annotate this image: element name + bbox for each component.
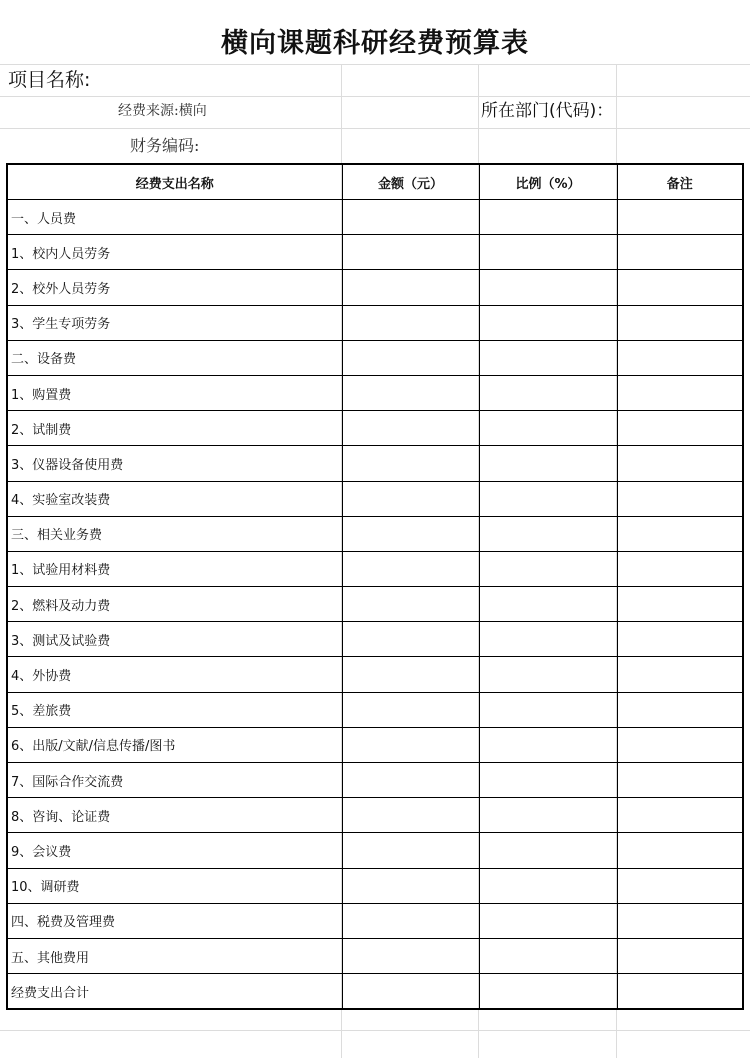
department-label: 所在部门(代码)： xyxy=(481,101,614,121)
table-row xyxy=(7,340,743,375)
ratio-cell[interactable] xyxy=(479,587,617,622)
column-header-amount: 金额（元） xyxy=(342,164,479,200)
expense-item-name: 2、试制费 xyxy=(7,411,342,446)
ratio-cell[interactable] xyxy=(479,235,617,270)
table-row xyxy=(7,551,743,586)
amount-cell[interactable] xyxy=(342,903,479,938)
table-row xyxy=(7,375,743,410)
amount-cell[interactable] xyxy=(342,622,479,657)
ratio-cell[interactable] xyxy=(479,375,617,410)
remarks-cell[interactable] xyxy=(617,868,743,903)
expense-item-name: 三、相关业务费 xyxy=(7,516,342,551)
table-row xyxy=(7,305,743,340)
expense-item-name: 一、人员费 xyxy=(7,200,342,235)
remarks-cell[interactable] xyxy=(617,270,743,305)
amount-cell[interactable] xyxy=(342,481,479,516)
ratio-cell[interactable] xyxy=(479,798,617,833)
ratio-cell[interactable] xyxy=(479,270,617,305)
amount-cell[interactable] xyxy=(342,411,479,446)
amount-cell[interactable] xyxy=(342,727,479,762)
project-name-label: 项目名称: xyxy=(8,69,91,91)
expense-item-name: 经费支出合计 xyxy=(7,974,342,1010)
remarks-cell[interactable] xyxy=(617,446,743,481)
budget-table xyxy=(6,163,744,1010)
ratio-cell[interactable] xyxy=(479,903,617,938)
table-row xyxy=(7,833,743,868)
expense-item-name: 4、外协费 xyxy=(7,657,342,692)
remarks-cell[interactable] xyxy=(617,481,743,516)
grid-line xyxy=(0,128,750,129)
table-row xyxy=(7,763,743,798)
ratio-cell[interactable] xyxy=(479,833,617,868)
remarks-cell[interactable] xyxy=(617,200,743,235)
ratio-cell[interactable] xyxy=(479,481,617,516)
table-row xyxy=(7,798,743,833)
remarks-cell[interactable] xyxy=(617,587,743,622)
table-header-row xyxy=(7,164,743,200)
remarks-cell[interactable] xyxy=(617,622,743,657)
document-title: 横向课题科研经费预算表 xyxy=(221,28,529,59)
table-row xyxy=(7,974,743,1010)
expense-item-name: 9、会议费 xyxy=(7,833,342,868)
ratio-cell[interactable] xyxy=(479,974,617,1010)
grid-line xyxy=(0,96,750,97)
remarks-cell[interactable] xyxy=(617,974,743,1010)
expense-item-name: 10、调研费 xyxy=(7,868,342,903)
remarks-cell[interactable] xyxy=(617,411,743,446)
grid-line xyxy=(0,1030,750,1031)
expense-item-name: 3、学生专项劳务 xyxy=(7,305,342,340)
remarks-cell[interactable] xyxy=(617,833,743,868)
table-row xyxy=(7,446,743,481)
remarks-cell[interactable] xyxy=(617,727,743,762)
amount-cell[interactable] xyxy=(342,692,479,727)
ratio-cell[interactable] xyxy=(479,340,617,375)
remarks-cell[interactable] xyxy=(617,305,743,340)
expense-item-name: 五、其他费用 xyxy=(7,938,342,973)
amount-cell[interactable] xyxy=(342,938,479,973)
amount-cell[interactable] xyxy=(342,798,479,833)
amount-cell[interactable] xyxy=(342,305,479,340)
remarks-cell[interactable] xyxy=(617,235,743,270)
table-row xyxy=(7,727,743,762)
expense-item-name: 四、税费及管理费 xyxy=(7,903,342,938)
amount-cell[interactable] xyxy=(342,587,479,622)
amount-cell[interactable] xyxy=(342,868,479,903)
remarks-cell[interactable] xyxy=(617,692,743,727)
amount-cell[interactable] xyxy=(342,551,479,586)
amount-cell[interactable] xyxy=(342,446,479,481)
ratio-cell[interactable] xyxy=(479,516,617,551)
expense-item-name: 二、设备费 xyxy=(7,340,342,375)
remarks-cell[interactable] xyxy=(617,375,743,410)
amount-cell[interactable] xyxy=(342,375,479,410)
funding-source-label: 经费来源:横向 xyxy=(118,103,207,119)
remarks-cell[interactable] xyxy=(617,798,743,833)
amount-cell[interactable] xyxy=(342,200,479,235)
ratio-cell[interactable] xyxy=(479,411,617,446)
expense-item-name: 3、测试及试验费 xyxy=(7,622,342,657)
table-row xyxy=(7,270,743,305)
amount-cell[interactable] xyxy=(342,974,479,1010)
amount-cell[interactable] xyxy=(342,340,479,375)
expense-item-name: 1、试验用材料费 xyxy=(7,551,342,586)
amount-cell[interactable] xyxy=(342,763,479,798)
ratio-cell[interactable] xyxy=(479,692,617,727)
remarks-cell[interactable] xyxy=(617,340,743,375)
table-row xyxy=(7,692,743,727)
table-row xyxy=(7,587,743,622)
expense-item-name: 4、实验室改装费 xyxy=(7,481,342,516)
budget-table-body xyxy=(7,200,743,1010)
expense-item-name: 5、差旅费 xyxy=(7,692,342,727)
ratio-cell[interactable] xyxy=(479,200,617,235)
expense-item-name: 1、购置费 xyxy=(7,375,342,410)
remarks-cell[interactable] xyxy=(617,938,743,973)
remarks-cell[interactable] xyxy=(617,657,743,692)
table-row xyxy=(7,200,743,235)
expense-item-name: 6、出版/文献/信息传播/图书 xyxy=(7,727,342,762)
column-header-ratio: 比例（%） xyxy=(479,164,617,200)
remarks-cell[interactable] xyxy=(617,516,743,551)
table-row xyxy=(7,903,743,938)
ratio-cell[interactable] xyxy=(479,727,617,762)
table-row xyxy=(7,481,743,516)
remarks-cell[interactable] xyxy=(617,763,743,798)
expense-item-name: 2、燃料及动力费 xyxy=(7,587,342,622)
ratio-cell[interactable] xyxy=(479,657,617,692)
expense-item-name: 8、咨询、论证费 xyxy=(7,798,342,833)
expense-item-name: 1、校内人员劳务 xyxy=(7,235,342,270)
ratio-cell[interactable] xyxy=(479,868,617,903)
amount-cell[interactable] xyxy=(342,516,479,551)
expense-item-name: 3、仪器设备使用费 xyxy=(7,446,342,481)
table-row xyxy=(7,938,743,973)
column-header-remarks: 备注 xyxy=(617,164,743,200)
amount-cell[interactable] xyxy=(342,657,479,692)
table-row xyxy=(7,657,743,692)
ratio-cell[interactable] xyxy=(479,622,617,657)
table-row xyxy=(7,622,743,657)
ratio-cell[interactable] xyxy=(479,446,617,481)
expense-item-name: 7、国际合作交流费 xyxy=(7,763,342,798)
expense-item-name: 2、校外人员劳务 xyxy=(7,270,342,305)
ratio-cell[interactable] xyxy=(479,305,617,340)
ratio-cell[interactable] xyxy=(479,763,617,798)
column-header-expense-name: 经费支出名称 xyxy=(7,164,342,200)
table-row xyxy=(7,868,743,903)
remarks-cell[interactable] xyxy=(617,903,743,938)
ratio-cell[interactable] xyxy=(479,551,617,586)
table-row xyxy=(7,411,743,446)
amount-cell[interactable] xyxy=(342,833,479,868)
finance-code-label: 财务编码: xyxy=(130,136,200,155)
remarks-cell[interactable] xyxy=(617,551,743,586)
table-row xyxy=(7,516,743,551)
amount-cell[interactable] xyxy=(342,235,479,270)
table-row xyxy=(7,235,743,270)
amount-cell[interactable] xyxy=(342,270,479,305)
ratio-cell[interactable] xyxy=(479,938,617,973)
